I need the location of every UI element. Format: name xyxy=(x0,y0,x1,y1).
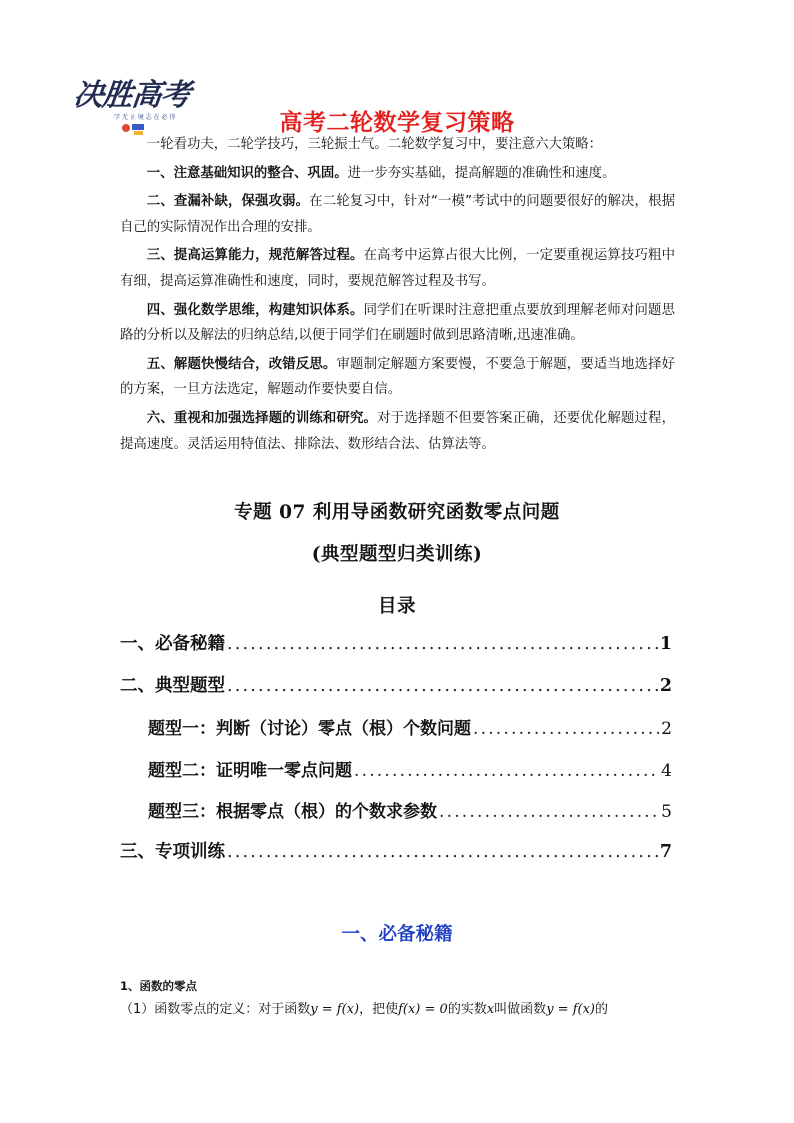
toc-leader xyxy=(439,802,659,822)
math-expression: y = f(x) xyxy=(546,1002,595,1017)
intro-section xyxy=(120,132,675,457)
text-fragment: ，把使 xyxy=(359,1002,399,1017)
toc-entry-page: 2 xyxy=(661,719,672,739)
toc-entry-label: 题型一：判断（讨论）零点（根）个数问题 xyxy=(148,719,471,739)
strategy-text: 在二轮复习中，针对“一模”考试中的问题要很好的解决，根据自己的实际情况作出合理的安排。 xyxy=(120,194,675,235)
toc-entry-page: 1 xyxy=(659,634,672,654)
toc-entry[interactable] xyxy=(148,714,672,739)
toc-entry[interactable] xyxy=(120,672,672,697)
strategy-text: 审题制定解题方案要慢，不要急于解题，要适当地选择好的方案，一旦方法选定，解题动作要快要自信。 xyxy=(120,356,676,398)
strategy-paragraph xyxy=(120,243,675,294)
strategy-heading: 一、注意基础知识的整合、巩固。 xyxy=(146,165,348,181)
toc-entry-page: 2 xyxy=(659,676,672,696)
toc-entry-label: 二、典型题型 xyxy=(120,676,225,696)
text-fragment: （1）函数零点的定义：对于函数 xyxy=(120,1002,311,1017)
intro-paragraph: 一轮看功夫，二轮学技巧，三轮振士气。二轮数学复习中，要注意六大策略： xyxy=(146,137,603,152)
toc-entry[interactable] xyxy=(148,756,672,781)
toc-entry-label: 一、必备秘籍 xyxy=(120,634,225,654)
strategy-text: 进一步夯实基础，提高解题的准确性和速度。 xyxy=(347,165,616,181)
strategy-text: 同学们在听课时注意把重点要放到理解老师对问题思路的分析以及解法的归纳总结,以便于同学们在刷题时做到思路清晰,迅速准确。 xyxy=(120,302,676,344)
subsection-title: 1、函数的零点 xyxy=(120,979,198,993)
toc-leader xyxy=(354,761,659,781)
strategy-paragraph xyxy=(120,189,675,240)
logo-slogan: 学 无 止 境 志 在 必 得 xyxy=(114,114,176,121)
strategy-paragraph xyxy=(120,298,675,349)
strategy-text: 对于选择题不但要答案正确，还要优化解题过程，提高速度。灵活运用特值法、排除法、数形结合法、估算法等。 xyxy=(120,410,676,452)
toc-leader xyxy=(227,634,658,654)
strategy-paragraph xyxy=(120,406,675,457)
toc-entry-label: 题型三：根据零点（根）的个数求参数 xyxy=(148,802,437,822)
toc-entry-page: 5 xyxy=(661,802,672,822)
strategy-paragraph xyxy=(120,352,675,403)
topic-subtitle: (典型题型归类训练) xyxy=(311,544,483,565)
toc-entry-label: 三、专项训练 xyxy=(120,842,225,862)
strategy-heading: 五、解题快慢结合，改错反思。 xyxy=(146,356,337,372)
text-fragment: 的实数 xyxy=(447,1002,487,1017)
toc-entry[interactable] xyxy=(148,797,672,822)
strategy-paragraph xyxy=(120,161,675,187)
toc-entry-label: 题型二：证明唯一零点问题 xyxy=(148,761,352,781)
toc-leader xyxy=(227,842,658,862)
math-expression: x xyxy=(486,1002,495,1017)
text-fragment: 叫做函数 xyxy=(494,1002,547,1017)
toc-leader xyxy=(473,719,659,739)
toc-heading: 目录 xyxy=(377,596,416,617)
text-fragment: 的 xyxy=(594,1002,608,1017)
strategy-text: 在高考中运算占很大比例，一定要重视运算技巧粗中有细，提高运算准确性和速度，同时，要规范解答过程及书写。 xyxy=(120,248,676,289)
strategy-heading: 二、查漏补缺，保强攻弱。 xyxy=(146,194,310,210)
section-heading: 一、必备秘籍 xyxy=(341,924,453,945)
topic-title: 专题 07 利用导函数研究函数零点问题 xyxy=(234,502,560,523)
math-expression: y = f(x) xyxy=(310,1002,360,1017)
toc-entry-page: 4 xyxy=(661,761,672,781)
strategy-heading: 三、提高运算能力，规范解答过程。 xyxy=(146,248,364,264)
math-expression: f(x) = 0 xyxy=(398,1002,448,1017)
logo-text: 决胜高考 xyxy=(71,78,192,113)
toc-entry[interactable] xyxy=(120,630,672,655)
toc-entry-page: 7 xyxy=(659,842,672,862)
strategy-heading: 六、重视和加强选择题的训练和研究。 xyxy=(146,410,378,426)
strategy-heading: 四、强化数学思维，构建知识体系。 xyxy=(146,302,364,318)
page-title: 高考二轮数学复习策略 xyxy=(279,110,515,136)
toc-leader xyxy=(227,676,658,696)
toc-entry[interactable] xyxy=(120,838,672,863)
definition-line xyxy=(120,998,676,1017)
